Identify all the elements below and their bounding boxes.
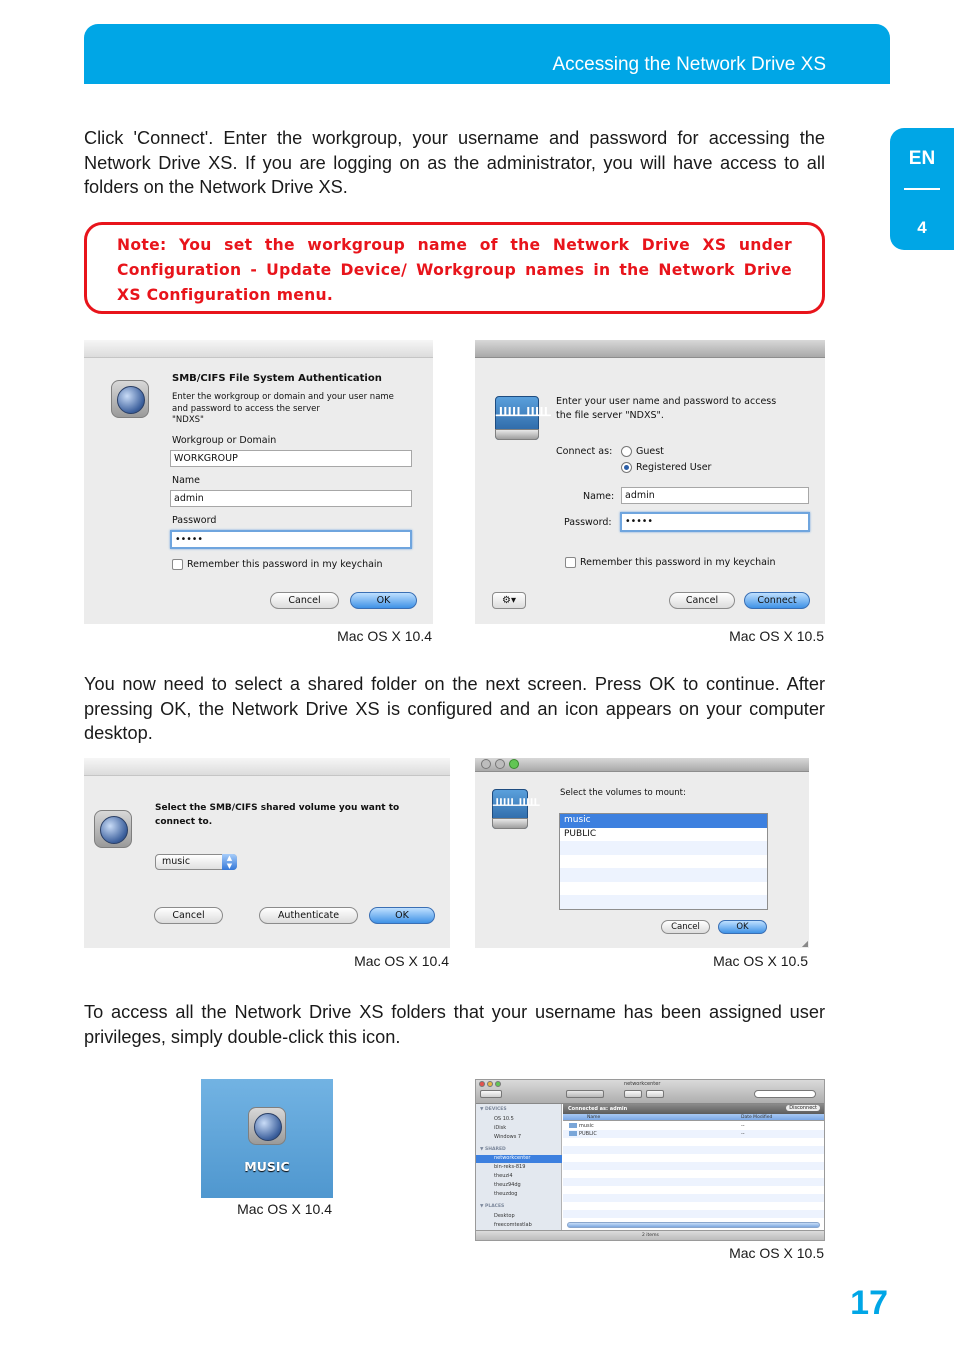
page-number: 17 (850, 1284, 888, 1322)
zoom-window-icon[interactable] (495, 1081, 501, 1087)
table-row[interactable] (563, 1130, 824, 1138)
server-name: "NDXS" (172, 415, 204, 425)
registered-user-radio[interactable] (621, 462, 632, 473)
view-mode-icon[interactable] (566, 1090, 604, 1098)
cancel-button[interactable]: Cancel (669, 592, 735, 609)
empty-row (560, 882, 767, 896)
sidebar-item[interactable]: theuzi4 (494, 1173, 513, 1179)
dialog-titlebar (475, 340, 825, 358)
sidebar-item[interactable]: OS 10.5 (494, 1116, 514, 1122)
caption-104-b: Mac OS X 10.4 (354, 953, 449, 969)
quick-look-eye-icon[interactable] (624, 1090, 642, 1098)
sidebar-item-selected[interactable]: networkcenter (476, 1155, 562, 1163)
network-globe-icon (94, 810, 132, 848)
sidebar-item[interactable]: Desktop (494, 1213, 515, 1219)
remember-label: Remember this password in my keychain (187, 559, 383, 570)
dialog-title: SMB/CIFS File System Authentication (172, 373, 382, 384)
horizontal-scrollbar[interactable] (567, 1222, 820, 1228)
select-folder-paragraph: You now need to select a shared folder on the next screen. Press OK to continue. After pressing OK, the Network Drive XS is configured and an icon appears on your computer desktop. (84, 674, 825, 743)
auth-dialog-104 (84, 340, 433, 624)
auth-dialog-105 (475, 340, 825, 624)
dialog-desc-line1: Enter the workgroup or domain and your user name (172, 392, 394, 402)
file-date: -- (741, 1131, 745, 1137)
close-window-icon[interactable] (481, 759, 491, 769)
ok-button[interactable]: OK (369, 907, 435, 924)
disconnect-button[interactable]: Disconnect (786, 1105, 820, 1111)
workgroup-label: Workgroup or Domain (172, 435, 277, 446)
name-column-header[interactable]: Name (587, 1115, 601, 1120)
shared-section: ▼ SHARED (480, 1147, 506, 1152)
dialog-titlebar (84, 758, 450, 776)
finder-statusbar (476, 1230, 824, 1240)
sidebar-item[interactable]: Windows 7 (494, 1134, 522, 1140)
volume-prompt-line2: connect to. (155, 817, 213, 827)
dialog-titlebar (475, 758, 809, 772)
volume-popup[interactable] (155, 854, 237, 870)
date-column-header[interactable]: Date Modified (741, 1115, 773, 1120)
caption-104-a: Mac OS X 10.4 (337, 628, 432, 644)
empty-row (560, 841, 767, 855)
sidebar-item[interactable]: bin-reks-819 (494, 1164, 526, 1170)
caption-105-a: Mac OS X 10.5 (729, 628, 824, 644)
dialog-desc-line1: Enter your user name and password to access (556, 396, 777, 407)
close-window-icon[interactable] (479, 1081, 485, 1087)
workgroup-field[interactable]: WORKGROUP (170, 450, 412, 467)
caption-105-c: Mac OS X 10.5 (729, 1245, 824, 1261)
intro-paragraph: Click 'Connect'. Enter the workgroup, your username and password for accessing the Network Drive XS. If you are logging on as the administrator, you will have access to all folders on the Network Drive XS. (84, 128, 825, 197)
volume-item[interactable]: music (560, 814, 767, 828)
dialog-desc-line2: and password to access the server (172, 404, 320, 414)
table-row[interactable] (563, 1122, 824, 1130)
password-label: Password: (564, 517, 612, 528)
music-volume-icon[interactable] (248, 1107, 286, 1145)
minimize-window-icon[interactable] (495, 759, 505, 769)
double-click-paragraph: To access all the Network Drive XS folders that your username has been assigned user privileges, simply double-click this icon. (84, 1002, 825, 1047)
name-label: Name (172, 475, 201, 486)
remember-label: Remember this password in my keychain (580, 557, 776, 568)
column-header (563, 1114, 824, 1121)
zoom-window-icon[interactable] (509, 759, 519, 769)
remember-checkbox[interactable] (172, 559, 183, 570)
places-section: ▼ PLACES (480, 1204, 505, 1209)
tab-divider (904, 188, 940, 190)
sidebar-item[interactable]: freecomtestlab (494, 1222, 532, 1228)
caption-104-c: Mac OS X 10.4 (237, 1201, 332, 1217)
remember-checkbox[interactable] (565, 557, 576, 568)
file-date: -- (741, 1123, 745, 1129)
password-field[interactable]: ••••• (170, 530, 412, 549)
empty-row (560, 855, 767, 869)
finder-toolbar (476, 1080, 824, 1104)
chapter-tab (890, 128, 954, 250)
header-title: Accessing the Network Drive XS (552, 54, 826, 75)
connect-as-label: Connect as: (556, 446, 613, 457)
page-header (84, 24, 890, 84)
finder-sidebar (476, 1104, 562, 1230)
desktop-background (201, 1079, 333, 1198)
ok-button[interactable]: OK (350, 592, 417, 609)
chapter-number: 4 (917, 218, 927, 237)
empty-row (563, 1162, 824, 1170)
volume-prompt-line1: Select the SMB/CIFS shared volume you want to (155, 803, 400, 813)
volume-popup-value: music (162, 856, 191, 867)
action-gear-icon[interactable]: ⚙▾ (492, 592, 526, 609)
guest-radio[interactable] (621, 446, 632, 457)
cancel-button[interactable]: Cancel (270, 592, 339, 609)
back-forward-icon[interactable] (480, 1090, 502, 1098)
volume-dialog-104 (84, 758, 450, 948)
connected-as-text: Connected as: admin (568, 1106, 628, 1112)
note-text: Note: You set the workgroup name of the Network Drive XS under Configuration - Update Device/ Workgroup names in the Network Drive XS Configuration menu. (117, 236, 792, 304)
sidebar-item[interactable]: theuz94dg (494, 1182, 521, 1188)
cancel-button[interactable]: Cancel (661, 920, 710, 934)
file-name: PUBLIC (579, 1131, 597, 1137)
name-label: Name: (583, 491, 615, 502)
empty-row (563, 1146, 824, 1154)
file-name: music (579, 1123, 594, 1129)
ok-button[interactable]: OK (718, 920, 767, 934)
popup-arrows-icon: ▲ ▼ (222, 854, 237, 870)
empty-row (563, 1210, 824, 1218)
dialog-titlebar (84, 340, 433, 358)
sidebar-item[interactable]: theuzdog (494, 1191, 518, 1197)
finder-title: networkcenter (624, 1081, 661, 1087)
empty-row (560, 868, 767, 882)
folder-icon (569, 1123, 577, 1128)
devices-section: ▼ DEVICES (480, 1107, 507, 1112)
minimize-window-icon[interactable] (487, 1081, 493, 1087)
empty-row (563, 1194, 824, 1202)
empty-row (560, 895, 767, 909)
network-globe-icon (111, 380, 149, 418)
desktop-icon-label: MUSIC (244, 1159, 290, 1174)
empty-row (563, 1178, 824, 1186)
search-field[interactable] (754, 1090, 816, 1098)
guest-label: Guest (636, 446, 664, 457)
action-gear-icon[interactable] (646, 1090, 664, 1098)
name-field[interactable]: admin (170, 490, 412, 507)
sidebar-item[interactable]: iDisk (494, 1125, 507, 1131)
cancel-button[interactable]: Cancel (154, 907, 223, 924)
connection-bar (563, 1104, 824, 1114)
volume-list (559, 813, 768, 910)
network-drive-icon: ᚊᚊ (495, 396, 539, 440)
item-count: 2 items (642, 1233, 659, 1238)
authenticate-button[interactable]: Authenticate (259, 907, 358, 924)
password-label: Password (172, 515, 217, 526)
finder-window (475, 1079, 825, 1241)
name-field[interactable]: admin (621, 487, 809, 504)
registered-user-label: Registered User (636, 462, 712, 473)
resize-grip-icon[interactable]: ◢ (801, 939, 808, 948)
volume-prompt: Select the volumes to mount: (560, 788, 686, 798)
finder-content (563, 1104, 824, 1230)
folder-icon (569, 1131, 577, 1136)
caption-105-b: Mac OS X 10.5 (713, 953, 808, 969)
volume-dialog-105 (475, 758, 809, 948)
note-box (84, 222, 825, 314)
dialog-desc-line2: the file server "NDXS". (556, 410, 664, 421)
password-field[interactable]: ••••• (620, 512, 810, 532)
volume-item[interactable]: PUBLIC (564, 828, 597, 839)
network-drive-icon: ᚊᚊ (492, 789, 528, 829)
connect-button[interactable]: Connect (744, 592, 810, 609)
language-label: EN (908, 148, 936, 169)
